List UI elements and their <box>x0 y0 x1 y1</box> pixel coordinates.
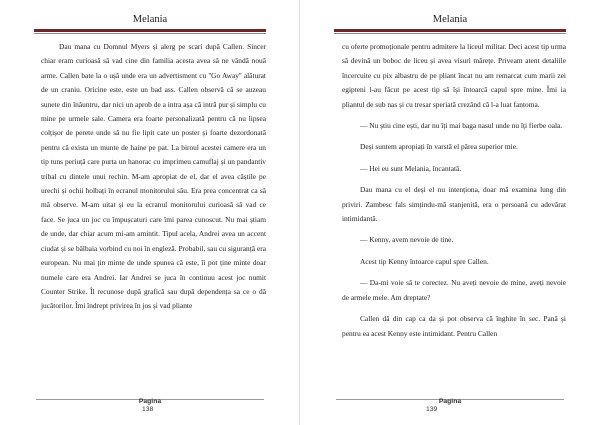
paragraph: — Hei eu sunt Melania, încantată. <box>360 163 462 173</box>
paragraph: cu oferte promoționale pentru admitere la liceul militar. Deci acest tip urma să devină un boboc de liceu și avea visuri mărețe. Priveam atent detaliile încercuite cu pix albastru de pe pliant încat nu am remarcat cum marii zei egipteni l-au făcut pe acest tip să își întoarcă capul spre mine. Îmi ia pliantul de sub nas și cu tresar speriată crezând că l-a luat fantoma. <box>342 42 566 109</box>
page-body-text <box>41 40 266 314</box>
page-header-title: Melania <box>132 14 168 25</box>
page-number: 138 <box>142 406 154 413</box>
page-number: 139 <box>426 406 438 413</box>
paragraph: — Da-mi voie să te corectez. Nu aveți nevoie de mine, aveți nevoie de armele mele. Am dreptate? <box>342 278 566 302</box>
page-body-text <box>342 40 566 341</box>
paragraph: — Nu știu cine ești, dar nu îți mai baga nasul unde nu îți fierbe oala. <box>360 121 563 131</box>
header-rule <box>334 29 566 32</box>
page-header-title: Melania <box>432 14 468 25</box>
paragraph: — Kenny, avem nevoie de tine. <box>360 235 454 245</box>
paragraph: Dau mana cu el deși el nu intenționa, doar mă examina lung din priviri. Zambesc fals simțindu-mă stanjenită, era o persoană cu adevărat intimidantă. <box>342 185 566 224</box>
paragraph: Acest tip Kenny întoarce capul spre Callen. <box>360 256 489 266</box>
paragraph: Deși suntem apropiați în varstă el părea superior mie. <box>360 142 518 152</box>
right-page <box>300 0 600 425</box>
paragraph: Dau mana cu Domnul Myers și alerg pe scari după Callen. Sincer chiar eram curioasă să vad cine din familia acesta avea să ne vândă nouă arme. Callen bate la o ușă unde era un advertisment cu ''Go Away'' alăturat de un craniu. Oricine este, este un bad ass. Callen observă că se auzeau sunete din înăuntru, dar nici un aprob de a intra așa că intră pur și simplu cu mine pe urmele sale. Camera era foarte personalizată pentru că nu lipsea colțișor de perete unde să nu fie lipit cate un poster și foarte dezordonată pentru că exista un munte de haine pe pat. La biroul acestei camere era un tip tuns periuță care purta un hanorac cu imprimeu camuflaj și un pandantiv tribal cu dintele unui rechin. M-am apropiat de el, dar el avea căștile pe urechi și ochii holbați în ecranul monitorului său. Era prea concentrat ca să mă observe. M-am uitat și eu la ecranul monitorului curioasă să vad ce face. Se juca un joc cu împușcaturi care îmi parea cunoscut. Nu mai știam de unde, dar chiar acum mi-am amintit. Tipul acela, Andrei avea un accent ciudat și se bâlbaia vorbind cu noi în engleză. Probabil, sau cu siguranță era european. Nu mai țin minte de unde spunea că este, îi pot ține minte doar numele care era Andrei. Iar Andrei se juca în continuu acest joc numit Counter Strike. Îl recunose după grafică sau după dependența sa ce o dă jucătorilor. Îmi îndrept privirea în jos și vad pliante <box>41 42 266 311</box>
footer-label: Pagina <box>138 398 162 405</box>
paragraph: Callen dă din cap ca da și pot observa că înghite în sec. Pană și pentru ea acest Kenny este intimidant. Pentru Callen <box>342 314 566 338</box>
header-rule <box>34 29 266 32</box>
footer-label: Pagina <box>438 398 462 405</box>
